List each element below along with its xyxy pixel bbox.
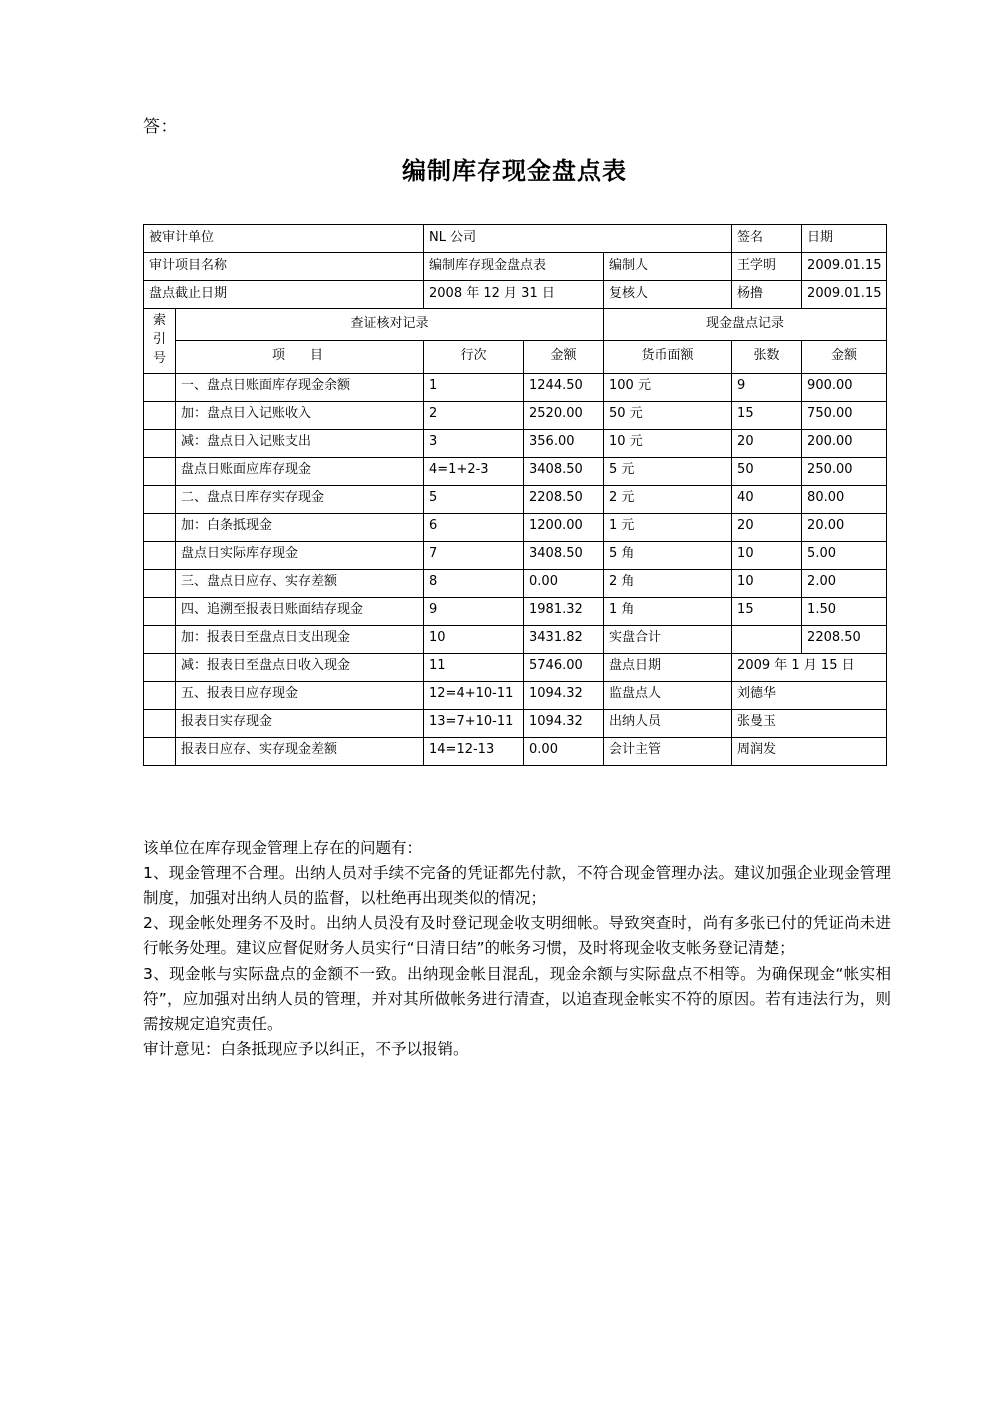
col-header-item: 项 目	[176, 341, 424, 373]
cell-line-no: 11	[424, 653, 524, 681]
cell-amount: 1244.50	[524, 373, 604, 401]
table-row	[144, 541, 887, 569]
table-row-group-header	[144, 309, 887, 341]
table-row	[144, 653, 887, 681]
cell-amount: 0.00	[524, 569, 604, 597]
cell-index	[144, 681, 176, 709]
cell-denomination: 2 元	[604, 485, 732, 513]
cell-denomination: 实盘合计	[604, 625, 732, 653]
cell-cash-amount: 80.00	[802, 485, 887, 513]
meta-header-date: 日期	[802, 225, 887, 253]
cell-line-no: 5	[424, 485, 524, 513]
col-header-amount: 金额	[524, 341, 604, 373]
cell-denomination: 2 角	[604, 569, 732, 597]
cell-item: 三、盘点日应存、实存差额	[176, 569, 424, 597]
cash-count-sheet-wrapper	[143, 224, 886, 766]
cell-line-no: 8	[424, 569, 524, 597]
cell-index	[144, 373, 176, 401]
cell-line-no: 3	[424, 429, 524, 457]
table-row	[144, 625, 887, 653]
cell-amount: 0.00	[524, 737, 604, 765]
table-row	[144, 401, 887, 429]
cell-amount: 3431.82	[524, 625, 604, 653]
table-row	[144, 569, 887, 597]
cell-denomination: 5 元	[604, 457, 732, 485]
cell-item: 减：报表日至盘点日收入现金	[176, 653, 424, 681]
meta-name-reviewer: 杨撸	[732, 281, 802, 309]
cell-merged-value: 刘德华	[732, 681, 887, 709]
cash-count-sheet-table	[143, 224, 887, 766]
table-row	[144, 457, 887, 485]
meta-role-reviewer: 复核人	[604, 281, 732, 309]
findings-paragraph-3: 3、现金帐与实际盘点的金额不一致。出纳现金帐目混乱，现金余额与实际盘点不相等。为确保现金“帐实相符”，应加强对出纳人员的管理，并对其所做帐务进行清查，以追查现金帐实不符的原因。若有违法行为，则需按规定追究责任。	[143, 964, 891, 1033]
index-column-header	[144, 309, 176, 374]
cell-denomination: 会计主管	[604, 737, 732, 765]
meta-value-project-name: 编制库存现金盘点表	[424, 253, 604, 281]
cell-index	[144, 737, 176, 765]
cell-amount: 356.00	[524, 429, 604, 457]
cell-item: 加：白条抵现金	[176, 513, 424, 541]
cell-cash-amount: 2208.50	[802, 625, 887, 653]
cell-item: 盘点日账面应库存现金	[176, 457, 424, 485]
audit-opinion: 审计意见：白条抵现应予以纠正，不予以报销。	[143, 1039, 469, 1058]
cell-index	[144, 429, 176, 457]
cell-cash-amount: 1.50	[802, 597, 887, 625]
cell-merged-value: 周润发	[732, 737, 887, 765]
table-row	[144, 709, 887, 737]
table-row	[144, 681, 887, 709]
cell-line-no: 9	[424, 597, 524, 625]
table-row-meta-2	[144, 253, 887, 281]
cell-cash-amount: 200.00	[802, 429, 887, 457]
cell-denomination: 50 元	[604, 401, 732, 429]
col-header-count: 张数	[732, 341, 802, 373]
answer-lead: 答：	[143, 117, 178, 137]
findings-paragraph-2: 2、现金帐处理务不及时。出纳人员没有及时登记现金收支明细帐。导致突查时，尚有多张已付的凭证尚未进行帐务处理。建议应督促财务人员实行“日清日结”的帐务习惯，及时将现金收支帐务登记清楚；	[143, 914, 891, 958]
cell-item: 加：盘点日入记账收入	[176, 401, 424, 429]
meta-label-project-name: 审计项目名称	[144, 253, 424, 281]
cell-amount: 1094.32	[524, 709, 604, 737]
group-header-verification: 查证核对记录	[176, 309, 604, 341]
cell-denomination: 监盘点人	[604, 681, 732, 709]
findings-paragraph-1: 1、现金管理不合理。出纳人员对手续不完备的凭证都先付款，不符合现金管理办法。建议加强企业现金管理制度，加强对出纳人员的监督，以杜绝再出现类似的情况；	[143, 864, 891, 908]
cell-line-no: 14=12-13	[424, 737, 524, 765]
cell-count: 20	[732, 513, 802, 541]
cell-line-no: 2	[424, 401, 524, 429]
meta-label-audited-entity: 被审计单位	[144, 225, 424, 253]
table-row-meta-1	[144, 225, 887, 253]
col-header-line-no: 行次	[424, 341, 524, 373]
cell-amount: 2208.50	[524, 485, 604, 513]
meta-value-audited-entity: NL 公司	[424, 225, 732, 253]
cell-line-no: 10	[424, 625, 524, 653]
meta-date-preparer: 2009.01.15	[802, 253, 887, 281]
meta-label-cutoff-date: 盘点截止日期	[144, 281, 424, 309]
cell-count: 15	[732, 597, 802, 625]
cell-count: 40	[732, 485, 802, 513]
cell-item: 二、盘点日库存实存现金	[176, 485, 424, 513]
meta-name-preparer: 王学明	[732, 253, 802, 281]
col-header-cash-amount: 金额	[802, 341, 887, 373]
cell-cash-amount: 5.00	[802, 541, 887, 569]
cell-amount: 3408.50	[524, 541, 604, 569]
cell-denomination: 10 元	[604, 429, 732, 457]
cell-line-no: 12=4+10-11	[424, 681, 524, 709]
cell-count: 50	[732, 457, 802, 485]
cell-index	[144, 653, 176, 681]
table-row	[144, 485, 887, 513]
cell-denomination: 1 元	[604, 513, 732, 541]
cell-index	[144, 625, 176, 653]
table-row	[144, 429, 887, 457]
cell-line-no: 7	[424, 541, 524, 569]
cell-denomination: 盘点日期	[604, 653, 732, 681]
table-row	[144, 597, 887, 625]
cell-item: 减：盘点日入记账支出	[176, 429, 424, 457]
index-char-1: 索	[152, 313, 166, 328]
cell-item: 加：报表日至盘点日支出现金	[176, 625, 424, 653]
index-char-3: 号	[152, 350, 166, 366]
meta-role-preparer: 编制人	[604, 253, 732, 281]
meta-value-cutoff-date: 2008 年 12 月 31 日	[424, 281, 604, 309]
cell-line-no: 4=1+2-3	[424, 457, 524, 485]
cell-cash-amount: 900.00	[802, 373, 887, 401]
cell-item: 五、报表日应存现金	[176, 681, 424, 709]
cell-count: 9	[732, 373, 802, 401]
page-title: 编制库存现金盘点表	[402, 157, 627, 185]
cell-line-no: 13=7+10-11	[424, 709, 524, 737]
group-header-cash-count: 现金盘点记录	[604, 309, 887, 341]
findings-heading: 该单位在库存现金管理上存在的问题有：	[143, 839, 423, 857]
cell-line-no: 1	[424, 373, 524, 401]
cell-index	[144, 513, 176, 541]
cell-denomination: 1 角	[604, 597, 732, 625]
meta-header-signature: 签名	[732, 225, 802, 253]
cell-item: 报表日实存现金	[176, 709, 424, 737]
cell-count: 15	[732, 401, 802, 429]
cell-cash-amount: 20.00	[802, 513, 887, 541]
cell-count: 10	[732, 569, 802, 597]
cell-cash-amount: 250.00	[802, 457, 887, 485]
cell-amount: 1200.00	[524, 513, 604, 541]
cell-index	[144, 401, 176, 429]
cell-count: 20	[732, 429, 802, 457]
cell-index	[144, 541, 176, 569]
cell-cash-amount: 750.00	[802, 401, 887, 429]
cell-index	[144, 709, 176, 737]
cell-denomination: 5 角	[604, 541, 732, 569]
cell-amount: 2520.00	[524, 401, 604, 429]
col-header-denomination: 货币面额	[604, 341, 732, 373]
cell-amount: 1981.32	[524, 597, 604, 625]
cell-line-no: 6	[424, 513, 524, 541]
index-char-2: 引	[152, 331, 166, 347]
cell-index	[144, 457, 176, 485]
cell-denomination: 出纳人员	[604, 709, 732, 737]
table-row-column-headers	[144, 341, 887, 373]
cell-item: 报表日应存、实存现金差额	[176, 737, 424, 765]
table-row-meta-3	[144, 281, 887, 309]
table-row	[144, 513, 887, 541]
cell-item: 一、盘点日账面库存现金余额	[176, 373, 424, 401]
cell-item: 四、追溯至报表日账面结存现金	[176, 597, 424, 625]
cell-amount: 3408.50	[524, 457, 604, 485]
cell-merged-value: 张曼玉	[732, 709, 887, 737]
cell-index	[144, 485, 176, 513]
cell-amount: 5746.00	[524, 653, 604, 681]
cell-item: 盘点日实际库存现金	[176, 541, 424, 569]
meta-date-reviewer: 2009.01.15	[802, 281, 887, 309]
cell-count: 10	[732, 541, 802, 569]
cell-index	[144, 569, 176, 597]
cell-merged-value: 2009 年 1 月 15 日	[732, 653, 887, 681]
table-row	[144, 373, 887, 401]
cell-count	[732, 625, 802, 653]
cell-cash-amount: 2.00	[802, 569, 887, 597]
cell-index	[144, 597, 176, 625]
findings-section	[143, 836, 891, 1062]
table-row	[144, 737, 887, 765]
cell-amount: 1094.32	[524, 681, 604, 709]
cell-denomination: 100 元	[604, 373, 732, 401]
